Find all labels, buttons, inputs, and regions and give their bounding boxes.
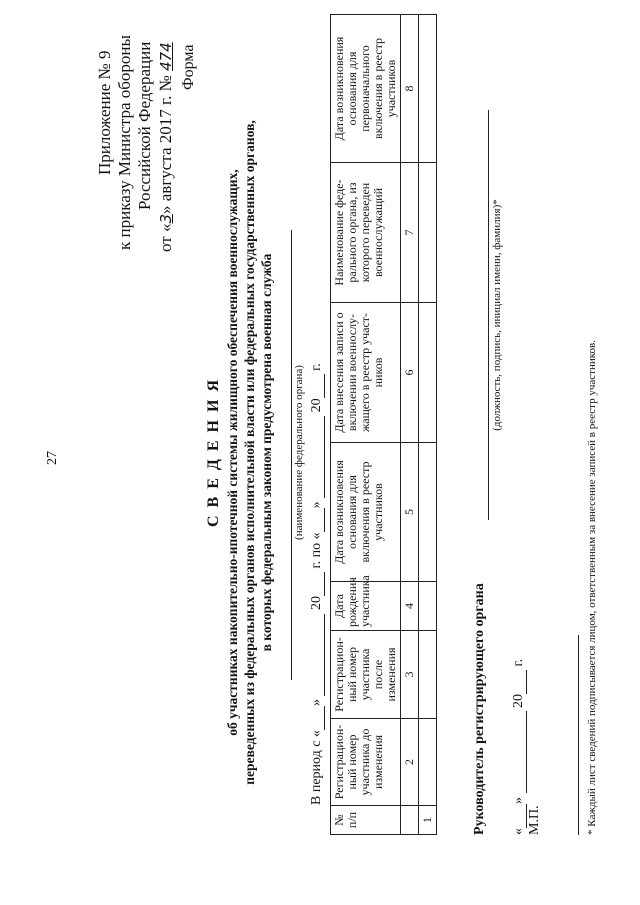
footnote: * Каждый лист сведений подписывается лицом, ответственным за внесение записей в реестр участников.	[586, 340, 598, 835]
title-line-1: об участниках накопительно-ипотечной системы жилищного обеспечения военнослужащих,	[225, 169, 240, 736]
order-number-handwritten: 474	[157, 42, 175, 71]
number-cell	[401, 806, 419, 835]
date-year: 20	[511, 694, 526, 708]
row-cell	[419, 443, 437, 582]
period-prefix: В период с «	[309, 730, 324, 805]
number-cell: 8	[401, 15, 419, 163]
row-cell	[419, 582, 437, 631]
appendix-line-3: Российской Федерации	[135, 41, 154, 210]
header-cell: № п/п	[331, 806, 401, 835]
column-numbers-row	[401, 15, 419, 835]
signature-date-line	[511, 659, 527, 835]
period-quote-close: »	[309, 699, 324, 707]
number-cell: 2	[401, 719, 419, 806]
header-cell: Дата возникновения основания для включения в реестр участников	[331, 443, 401, 582]
table-header-row	[331, 15, 401, 835]
page-number: 27	[45, 451, 60, 465]
row-cell: 1	[419, 806, 437, 835]
row-cell	[419, 631, 437, 719]
date-suffix: г.	[511, 658, 526, 667]
row-cell	[419, 719, 437, 806]
seal-mark: М.П.	[527, 805, 542, 835]
period-year-end: 20	[309, 398, 324, 413]
row-cell	[419, 15, 437, 163]
period-suffix: г.	[309, 363, 324, 371]
signature-caption: (должность, подпись, инициал имени, фамилия)*	[491, 199, 503, 431]
participants-table	[330, 14, 437, 835]
period-quote-close-2: »	[309, 501, 324, 509]
head-of-registering-body: Руководитель регистрирующего органа	[472, 583, 487, 835]
header-cell: Дата возникновения основания для первоначального включения в реестр участников	[331, 15, 401, 163]
header-cell: Наименование феде-рального органа, из которого переведен военнослужащий	[331, 163, 401, 303]
order-prefix: от «	[156, 223, 175, 252]
order-day-handwritten: 3	[157, 213, 175, 224]
number-cell: 3	[401, 631, 419, 719]
period-to: г. по «	[309, 532, 324, 569]
date-open-quote: «	[511, 828, 526, 835]
period-year: 20	[309, 596, 324, 611]
header-cell: Регистрацион-ный номер участника до изменения	[331, 719, 401, 806]
form-label: Форма	[180, 44, 197, 90]
number-cell: 5	[401, 443, 419, 582]
number-cell: 7	[401, 163, 419, 303]
row-cell	[419, 163, 437, 303]
title-line-2: переведенных из федеральных органов исполнительной власти или федеральных государственных органов,	[242, 120, 257, 785]
table-row	[419, 15, 437, 835]
date-close-quote: »	[511, 797, 526, 804]
header-cell: Дата внесения записи о включении военнослу-жащего в реестр участ-ников	[331, 303, 401, 443]
period-line	[309, 363, 325, 805]
title-line-3: в которых федеральным законом предусмотрена военная служба	[259, 253, 274, 652]
appendix-line-2: к приказу Министра обороны	[115, 35, 134, 250]
signature-line	[488, 110, 489, 520]
appendix-line-1: Приложение № 9	[95, 50, 114, 175]
appendix-order-line	[156, 42, 176, 252]
footnote-separator	[578, 635, 579, 835]
number-cell: 4	[401, 582, 419, 631]
number-cell: 6	[401, 303, 419, 443]
header-cell: Регистрацион-ный номер участника после изменения	[331, 631, 401, 719]
order-mid: » августа 2017 г. №	[156, 75, 175, 214]
header-cell: Дата рождения участника	[331, 582, 401, 631]
federal-body-caption: (наименование федерального органа)	[293, 365, 305, 540]
federal-body-line	[291, 230, 292, 680]
document-heading: С В Е Д Е Н И Я	[205, 377, 222, 528]
row-cell	[419, 303, 437, 443]
